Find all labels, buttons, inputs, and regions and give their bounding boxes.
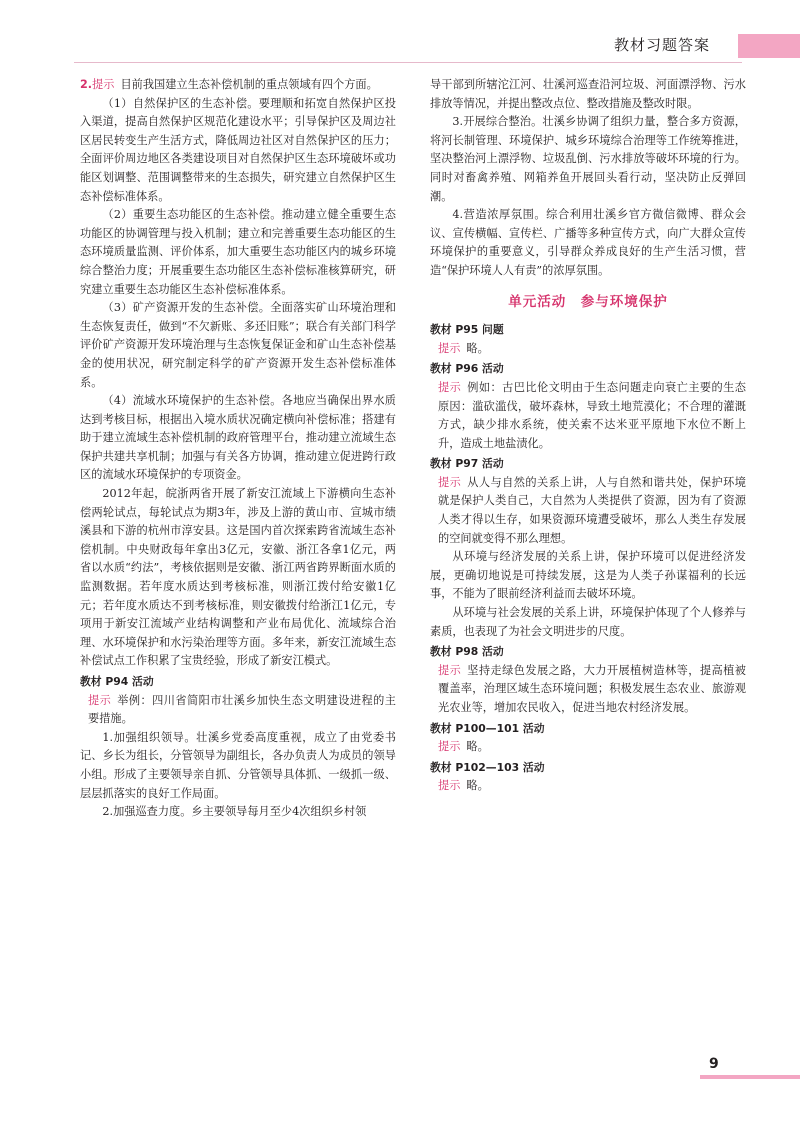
left-column bbox=[80, 76, 396, 822]
hint-label: 提示 bbox=[88, 693, 112, 707]
paragraph: 4.营造浓厚氛围。综合利用壮溪乡官方微信微博、群众会议、宣传横幅、宣传栏、广播等多种宣传方式，向广大群众宣传环境保护的重要意义，引导群众养成良好的生产生活习惯，营造“保护环境人人有责”的浓厚氛围。 bbox=[430, 208, 746, 277]
answer-p102: 提示 略。 bbox=[438, 779, 489, 793]
hint-label: 提示 bbox=[438, 740, 461, 754]
hint-label: 提示 bbox=[438, 341, 461, 355]
paragraph: （1）自然保护区的生态补偿。要理顺和拓宽自然保护区投入渠道，提高自然保护区规范化建设水平；引导保护区及周边社区居民转变生产生活方式，降低周边社区对自然保护区的压力；全面评价周边地区各类建设项目对自然保护区生态环境破坏或功能区划调整、范围调整带来的生态损失，研究建立自然保护区生态补偿标准体系。 bbox=[80, 96, 396, 203]
hint-label: 提示 bbox=[438, 779, 461, 793]
section-heading-p98: 教材 P98 活动 bbox=[430, 645, 504, 659]
unit-title: 单元活动 参与环境保护 bbox=[508, 293, 668, 310]
section-heading-p95: 教材 P95 问题 bbox=[430, 323, 504, 337]
answer-p94 bbox=[80, 692, 396, 729]
question-number: 2. bbox=[80, 78, 93, 91]
section-heading-p102: 教材 P102—103 活动 bbox=[430, 760, 545, 774]
paragraph: （4）流域水环境保护的生态补偿。各地应当确保出界水质达到考核目标，根据出入境水质状况确定横向补偿标准；搭建有助于建立流域生态补偿机制的政府管理平台，推动建立流域生态保护共建共享机制；加强与有关各方协调，推动建立促进跨行政区的流域水环境保护的专项资金。 bbox=[80, 394, 396, 482]
hint-label: 提示 bbox=[438, 380, 462, 394]
answer-p97: 提示 从人与自然的关系上讲，人与自然和谐共处，保护环境就是保护人类自己，大自然为人类提供了资源，因为有了资源人类才得以生存，如果资源环境遭受破坏，那么人类生存发展的空间就变得不那么理想。 bbox=[438, 475, 746, 545]
question-lead: 目前我国建立生态补偿机制的重点领域有四个方面。 bbox=[120, 78, 378, 91]
header-title: 教材习题答案 bbox=[614, 36, 711, 54]
paragraph: 2012年起，皖浙两省开展了新安江流域上下游横向生态补偿两轮试点，每轮试点为期3年，涉及上游的黄山市、宣城市绩溪县和下游的杭州市淳安县。这是国内首次探索跨省流域生态补偿机制。中央财政每年拿出3亿元，安徽、浙江各拿1亿元，两省以水质“约法”，考核依据则是安徽、浙江两省跨界断面水质的监测数据。若年度水质达到考核标准，则浙江拨付给安徽1亿元；若年度水质达不到考核标准，则安徽拨付给浙江1亿元，专项用于新安江流域产业结构调整和产业布局优化、流域综合治理、水环境保护和水污染治理等方面。多年来，新安江流域生态补偿试点工作积累了宝贵经验，形成了新安江模式。 bbox=[80, 487, 396, 668]
page-number: 9 bbox=[709, 1056, 719, 1072]
section-heading-p97: 教材 P97 活动 bbox=[430, 457, 504, 471]
answer-p98: 提示 坚持走绿色发展之路，大力开展植树造林等，提高植被覆盖率，治理区域生态环境问题；积极发展生态农业、旅游观光农业等，增加农民收入，促进当地农村经济发展。 bbox=[438, 663, 746, 714]
answer-lead: 举例：四川省简阳市壮溪乡加快生态文明建设进程的主要措施。 bbox=[88, 693, 396, 726]
hint-label: 提示 bbox=[438, 475, 462, 489]
paragraph: 导干部到所辖沱江河、壮溪河巡查沿河垃圾、河面漂浮物、污水排放等情况，并提出整改点位、整改措施及整改时限。 bbox=[430, 78, 746, 110]
question-2 bbox=[80, 76, 396, 95]
paragraph: 从环境与社会发展的关系上讲，环境保护体现了个人修养与素质，也表现了为社会文明进步的尺度。 bbox=[430, 606, 746, 638]
paragraph: （3）矿产资源开发的生态补偿。全面落实矿山环境治理和生态恢复责任，做到“不欠新账、多还旧账”；联合有关部门科学评价矿产资源开发环境治理与生态恢复保证金和矿山生态补偿基金的使用状况，研究制定科学的矿产资源开发生态补偿标准体系。 bbox=[80, 301, 396, 389]
section-heading-p96: 教材 P96 活动 bbox=[430, 362, 504, 376]
answer-p95: 提示 略。 bbox=[438, 341, 489, 355]
answer-p96: 提示 例如：古巴比伦文明由于生态问题走向衰亡主要的生态原因：滥砍滥伐，破坏森林，导致土地荒漠化；不合理的灌溉方式，缺少排水系统，使关索不达米亚平原地下水位不断上升，造成土地盐渍化。 bbox=[438, 380, 746, 450]
right-column bbox=[430, 76, 746, 796]
paragraph: 3.开展综合整治。壮溪乡协调了组织力量，整合多方资源，将河长制管理、环境保护、城乡环境综合治理等工作统筹推进，坚决整治河上漂浮物、垃圾乱倒、污水排放等破坏环境的行为。同时对畜禽养殖、网箱养鱼开展回头看行动，坚决防止反弹回潮。 bbox=[430, 115, 746, 203]
page-number-rule bbox=[700, 1075, 800, 1079]
section-heading-p100: 教材 P100—101 活动 bbox=[430, 721, 545, 735]
paragraph: 1.加强组织领导。壮溪乡党委高度重视，成立了由党委书记、乡长为组长，分管领导为副组长，各办负责人为成员的领导小组。形成了主要领导亲自抓、分管领导具体抓、一级抓一级、层层抓落实的良好工作局面。 bbox=[80, 730, 396, 800]
paragraph: 从环境与经济发展的关系上讲，保护环境可以促进经济发展，更确切地说是可持续发展，这是为人类子孙谋福利的长远事，不能为了眼前经济利益而去破坏环境。 bbox=[430, 550, 746, 601]
section-heading-p94: 教材 P94 活动 bbox=[80, 675, 154, 688]
paragraph: （2）重要生态功能区的生态补偿。推动建立健全重要生态功能区的协调管理与投入机制；建立和完善重要生态功能区的生态环境质量监测、评价体系，加大重要生态功能区内的城乡环境综合整治力度；开展重要生态功能区生态补偿标准核算研究，研究建立重要生态功能区生态补偿标准体系。 bbox=[80, 208, 396, 296]
hint-label: 提示 bbox=[438, 663, 462, 677]
header-accent-bar bbox=[738, 34, 800, 58]
header-rule bbox=[74, 62, 742, 63]
hint-label: 提示 bbox=[92, 78, 115, 91]
paragraph: 2.加强巡查力度。乡主要领导每月至少4次组织乡村领 bbox=[102, 805, 367, 819]
answer-p100: 提示 略。 bbox=[438, 740, 489, 754]
